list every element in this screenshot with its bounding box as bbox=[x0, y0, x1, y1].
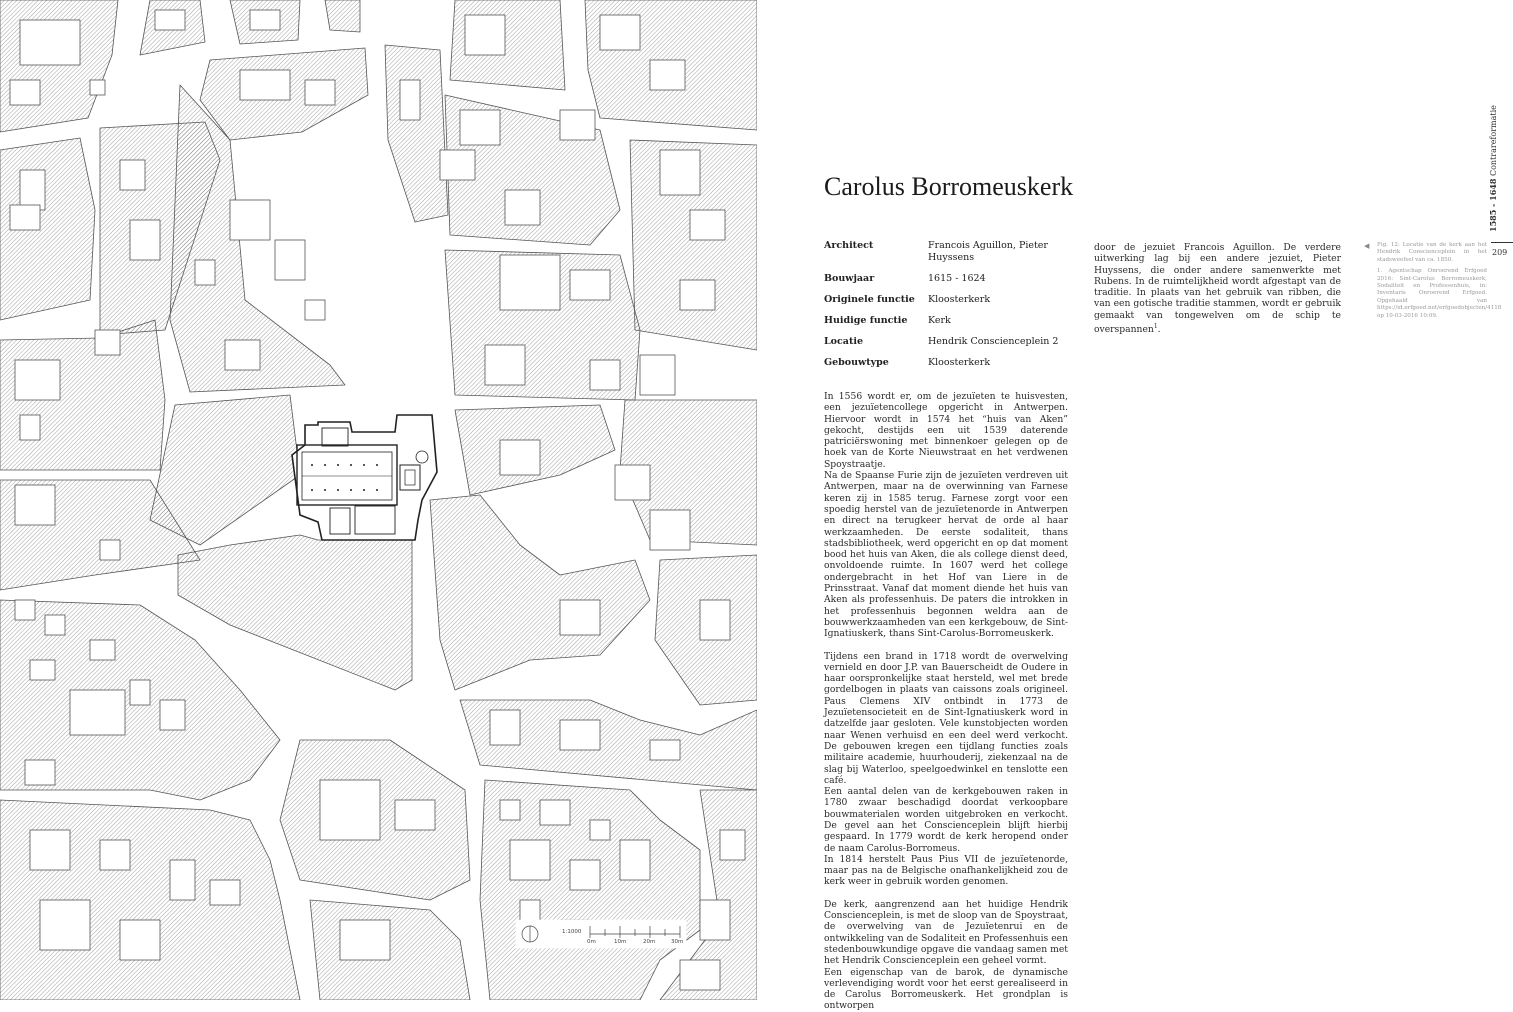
meta-row-architect bbox=[824, 240, 1074, 264]
building-metadata bbox=[824, 240, 1074, 378]
figure-caption: Fig. 12: Locatie van de kerk aan het Hendrik Conscienceplein in het stadsweefsel van ca. 1850. bbox=[1377, 242, 1487, 263]
meta-label: Bouwjaar bbox=[824, 273, 875, 284]
meta-label: Originele functie bbox=[824, 294, 915, 305]
scale-bar bbox=[516, 920, 686, 948]
meta-value: Hendrik Conscienceplein 2 bbox=[928, 336, 1059, 347]
scale-tick-20: 20m bbox=[643, 939, 656, 945]
left-arrow-icon: ◀ bbox=[1364, 242, 1370, 250]
meta-label: Gebouwtype bbox=[824, 357, 889, 368]
meta-label: Locatie bbox=[824, 336, 863, 347]
body-paragraph: Een eigenschap van de barok, de dynamische verlevendiging wordt voor het eerst gerealiseerd in de Carolus Borromeuskerk. Het grondplan is ontworpen bbox=[824, 966, 1068, 1012]
body-paragraph: Een aantal delen van de kerkgebouwen raken in 1780 zwaar beschadigd doordat verkoopbare bouwmaterialen worden uitgebroken en verkocht. De gevel aan het Conscienceplein blijft hierbij gespaard. In 1779 wordt de kerk heropend onder de naam Carolus-Borromeus. bbox=[824, 786, 1068, 854]
footnote-ref[interactable]: 1 bbox=[1153, 323, 1158, 331]
meta-row-huidige-functie bbox=[824, 315, 1074, 327]
meta-row-bouwjaar bbox=[824, 273, 1074, 285]
running-head bbox=[1488, 105, 1498, 232]
scale-tick-30: 30m bbox=[671, 939, 684, 945]
body-column-1 bbox=[824, 391, 1068, 1012]
meta-label: Architect bbox=[824, 240, 874, 251]
meta-value: Francois Aguillon, Pieter Huyssens bbox=[928, 240, 1048, 263]
body-paragraph: In 1814 herstelt Paus Pius VII de jezuïetenorde, maar pas na de Belgische onafhankelijkheid zou de kerk weer in gebruik worden genomen. bbox=[824, 853, 1068, 888]
meta-value: 1615 - 1624 bbox=[928, 273, 986, 284]
running-head-section: Contrareformatie bbox=[1489, 105, 1498, 177]
meta-value: Kerk bbox=[928, 315, 951, 326]
meta-row-gebouwtype bbox=[824, 357, 1074, 369]
running-head-years: 1585 - 1648 bbox=[1488, 178, 1498, 232]
body-paragraph: Na de Spaanse Furie zijn de jezuïeten verdreven uit Antwerpen, maar na de overwinning van Farnese keren zij in 1585 terug. Farnese zorgt voor een spoedig herstel van de jezuïetenorde in Antwerpen en direct na terugkeer hervat de orde al haar werkzaamheden. De eerste sodaliteit, thans stadsbibliotheek, werd opgericht en op dat moment bood het huis van Aken, die als college dienst deed, onvoldoende ruimte. In 1607 werd het college ondergebracht in het Hof van Liere in de Prinsstraat. Vanaf dat moment diende het huis van Aken als professenhuis. De paters die introkken in het professenhuis begonnen weldra aan de bouwwerkzaamheden van een kerkgebouw, de Sint-Ignatiuskerk, thans Sint-Carolus-Borromeuskerk. bbox=[824, 470, 1068, 640]
scale-tick-10: 10m bbox=[614, 939, 627, 945]
body-paragraph bbox=[1094, 242, 1341, 335]
page-title: Carolus Borromeuskerk bbox=[824, 172, 1074, 201]
meta-label: Huidige functie bbox=[824, 315, 908, 326]
footnote: 1. Agentschap Onroerend Erfgoed 2016: Sint-Carolus Borromeuskerk, Sodaliteit en Professenhuis, in: Inventaris Onroerend Erfgoed. Opgehaald van https://id.erfgoed.net/erfgoedobjecten/4118 op 10-03-2016 10:09. bbox=[1377, 268, 1502, 319]
body-paragraph: In 1556 wordt er, om de jezuïeten te huisvesten, een jezuïetencollege opgericht in Antwerpen. Hiervoor wordt in 1574 het “huis van Aken” gekocht, destijds een uit 1539 daterende patriciërswoning met binnenkoer gelegen op de hoek van de Korte Nieuwstraat en het verdwenen Spoystraatje. bbox=[824, 391, 1068, 470]
meta-value: Kloosterkerk bbox=[928, 357, 991, 368]
page-number: 209 bbox=[1492, 248, 1508, 257]
scale-tick-0: 0m bbox=[587, 939, 596, 945]
meta-row-originele-functie bbox=[824, 294, 1074, 306]
site-map bbox=[0, 0, 757, 1000]
scale-ratio: 1:1000 bbox=[562, 929, 582, 935]
meta-row-locatie bbox=[824, 336, 1074, 348]
body-text: door de jezuiet Francois Aguillon. De verdere uitwerking lag bij een andere jezuiet, Pieter Huyssens, die onder andere samenwerkte met Rubens. In de ruimtelijkheid wordt afgestapt van de traditie. In plaats van het gebruik van ribben, die van een gotische traditie stammen, wordt er gebruik gemaakt van tongewelven om de schip te overspannen bbox=[1094, 242, 1341, 336]
meta-value: Kloosterkerk bbox=[928, 294, 991, 305]
body-text-end: . bbox=[1157, 324, 1161, 336]
site-plan-drawing bbox=[0, 0, 757, 1000]
body-paragraph: Tijdens een brand in 1718 wordt de overwelving vernield en door J.P. van Bauerscheidt de Oudere in haar oorspronkelijke staat hersteld, wel met brede gordelbogen in plaats van caissons zoals origineel. Paus Clemens XIV ontbindt in 1773 de Jezuïetensocieteit en de Sint-Ignatiuskerk word in datzelfde jaar gesloten. Vele kunstobjecten worden naar Wenen verhuisd en een deel werd verkocht. De gebouwen kregen een tijdlang functies zoals militaire academie, huurhouderij, ziekenzaal na de slag bij Waterloo, speelgoedwinkel en tenslotte een café. bbox=[824, 650, 1068, 786]
body-paragraph: De kerk, aangrenzend aan het huidige Hendrik Conscienceplein, is met de sloop van de Spoystraat, de overwelving van de Jezuïetenrui en de ontwikkeling van de Sodaliteit en Professenhuis een stedenbouwkundige opgave die vandaag samen met het Hendrik Conscienceplein een geheel vormt. bbox=[824, 898, 1068, 967]
divider bbox=[1491, 242, 1513, 243]
body-column-2 bbox=[1094, 242, 1341, 335]
church-plan bbox=[292, 415, 437, 540]
